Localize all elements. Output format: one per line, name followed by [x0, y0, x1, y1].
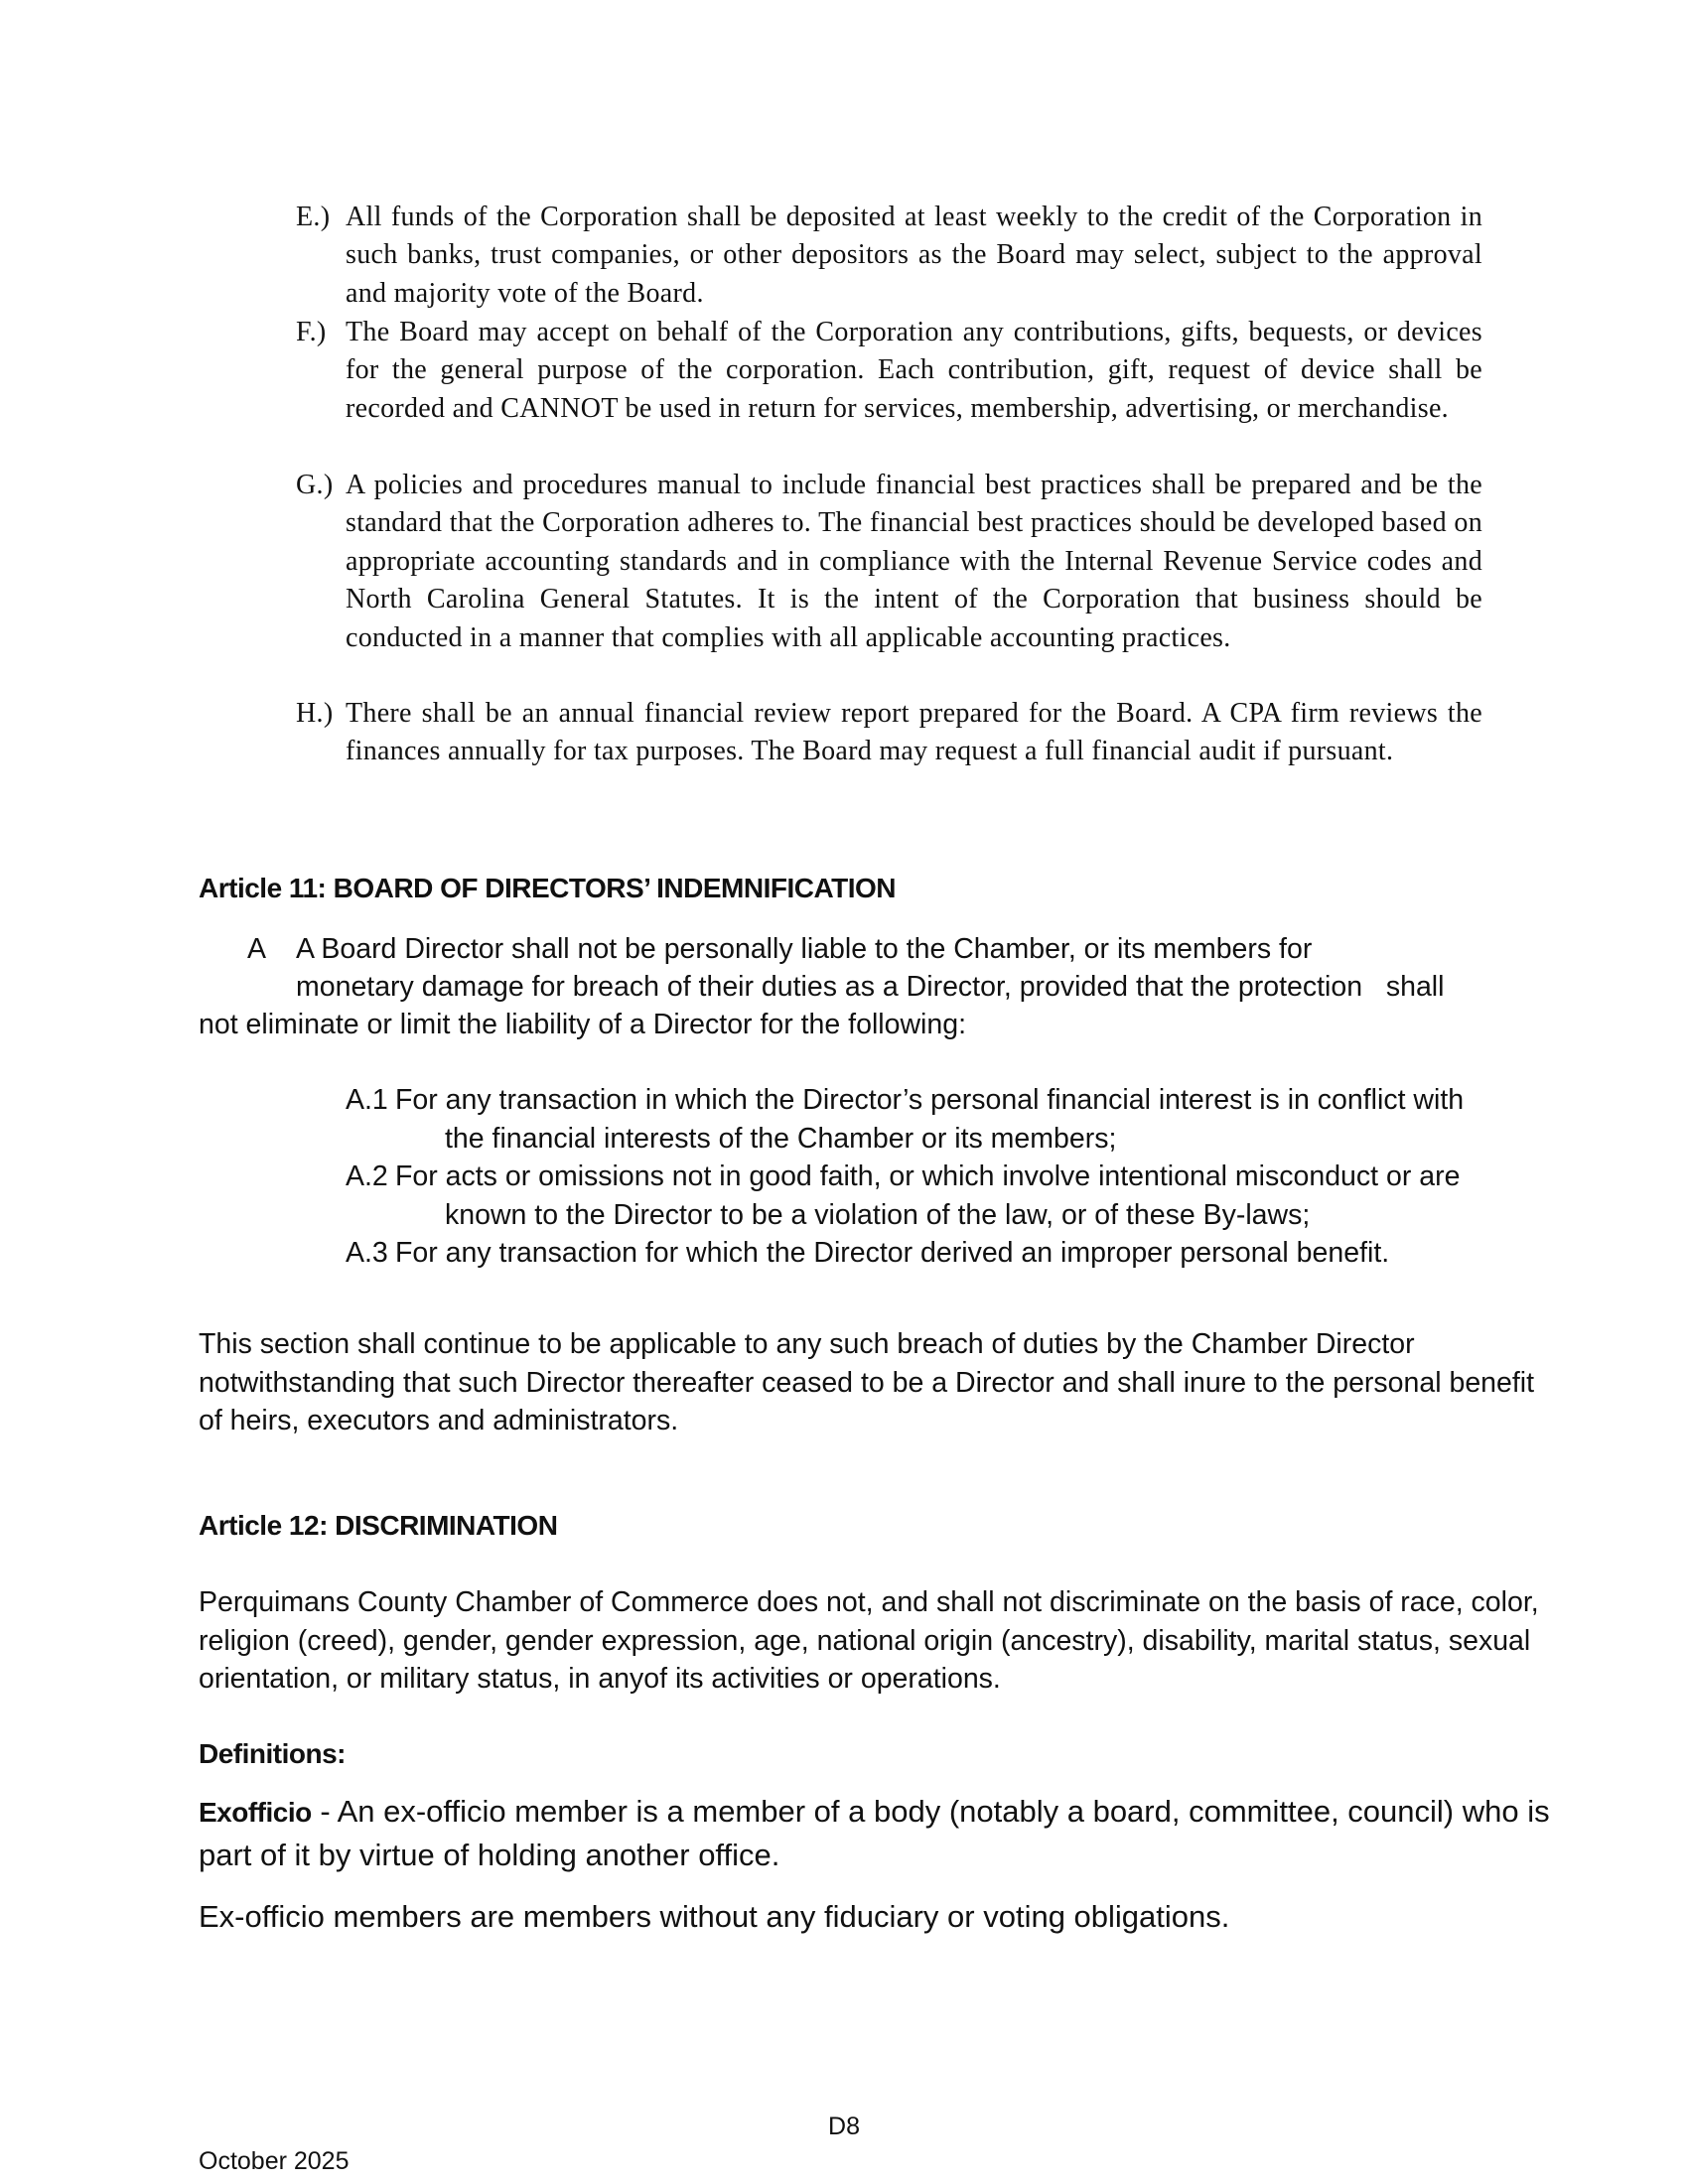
article-11-sub-item-a3	[346, 1234, 1487, 1273]
definition-text: An ex-officio member is a member of a body (notably a board, committee, council) who is part of it by virtue of holding another office.	[199, 1794, 1550, 1872]
article-11-sub-item-a2	[346, 1158, 1487, 1234]
definition-term: Exofficio	[199, 1797, 312, 1828]
definition-note: Ex-officio members are members without any fiduciary or voting obligations.	[199, 1899, 1230, 1934]
finance-item-h	[296, 695, 1482, 771]
article-11-heading: Article 11: BOARD OF DIRECTORS’ INDEMNIFICATION	[199, 873, 896, 903]
article-11-item-a-line3: not eliminate or limit the liability of a Director for the following:	[199, 1009, 966, 1040]
finance-item-text: All funds of the Corporation shall be deposited at least weekly to the credit of the Corporation in such banks, trust companies, or other depositors as the Board may select, subject to the approval and majority vote of the Board.	[346, 202, 1482, 309]
definition-separator: -	[311, 1794, 338, 1829]
finance-item-label: E.)	[296, 202, 331, 232]
article-11-sub-item-a1	[346, 1081, 1487, 1158]
finance-item-g	[296, 467, 1482, 657]
finance-item-label: F.)	[296, 317, 327, 347]
finance-item-e	[296, 199, 1482, 313]
definition-exofficio	[199, 1790, 1589, 1876]
finance-item-label: H.)	[296, 698, 334, 729]
article-12-body: Perquimans County Chamber of Commerce does not, and shall not discriminate on the basis of race, color, religion (creed), gender, gender expression, age, national origin (ancestry), disability, marital status, sexual orientation, or military status, in anyof its activities or operations.	[199, 1586, 1539, 1695]
article-11-closing-paragraph: This section shall continue to be applicable to any such breach of duties by the Chamber Director notwithstanding that such Director thereafter ceased to be a Director and shall inure to the personal benefit of heirs, executors and administrators.	[199, 1328, 1535, 1436]
finance-item-text: There shall be an annual financial review report prepared for the Board. A CPA firm reviews the finances annually for tax purposes. The Board may request a full financial audit if pursuant.	[346, 698, 1482, 767]
sub-item-label: A.2	[346, 1160, 388, 1192]
article-12-heading: Article 12: DISCRIMINATION	[199, 1510, 558, 1541]
article-11-item-a-line1: A Board Director shall not be personally liable to the Chamber, or its members for	[296, 933, 1313, 965]
page-number: D8	[828, 2113, 860, 2140]
finance-item-f	[296, 314, 1482, 428]
sub-item-text: For acts or omissions not in good faith, or which involve intentional misconduct or are known to the Director to be a violation of the law, or of these By-laws;	[395, 1160, 1461, 1231]
sub-item-label: A.3	[346, 1237, 388, 1269]
sub-item-text: For any transaction for which the Director derived an improper personal benefit.	[395, 1237, 1390, 1269]
finance-item-text: The Board may accept on behalf of the Corporation any contributions, gifts, bequests, or devices for the general purpose of the corporation. Each contribution, gift, request of device shall be recorded and CANNOT be used in return for services, membership, advertising, or merchandise.	[346, 317, 1482, 424]
article-11-item-a-label: A	[247, 933, 267, 965]
article-11-item-a-line2: monetary damage for breach of their duties as a Director, provided that the protection shall	[296, 971, 1445, 1003]
footer-date: October 2025	[199, 2147, 350, 2175]
sub-item-text: For any transaction in which the Director’s personal financial interest is in conflict with the financial interests of the Chamber or its members;	[395, 1084, 1465, 1155]
sub-item-label: A.1	[346, 1084, 388, 1116]
finance-item-text: A policies and procedures manual to include financial best practices shall be prepared and be the standard that the Corporation adheres to. The financial best practices should be developed based on appropriate accounting standards and in compliance with the Internal Revenue Service codes and North Carolina General Statutes. It is the intent of the Corporation that business should be conducted in a manner that complies with all applicable accounting practices.	[346, 470, 1482, 653]
definitions-heading: Definitions:	[199, 1738, 346, 1769]
finance-item-label: G.)	[296, 470, 334, 500]
